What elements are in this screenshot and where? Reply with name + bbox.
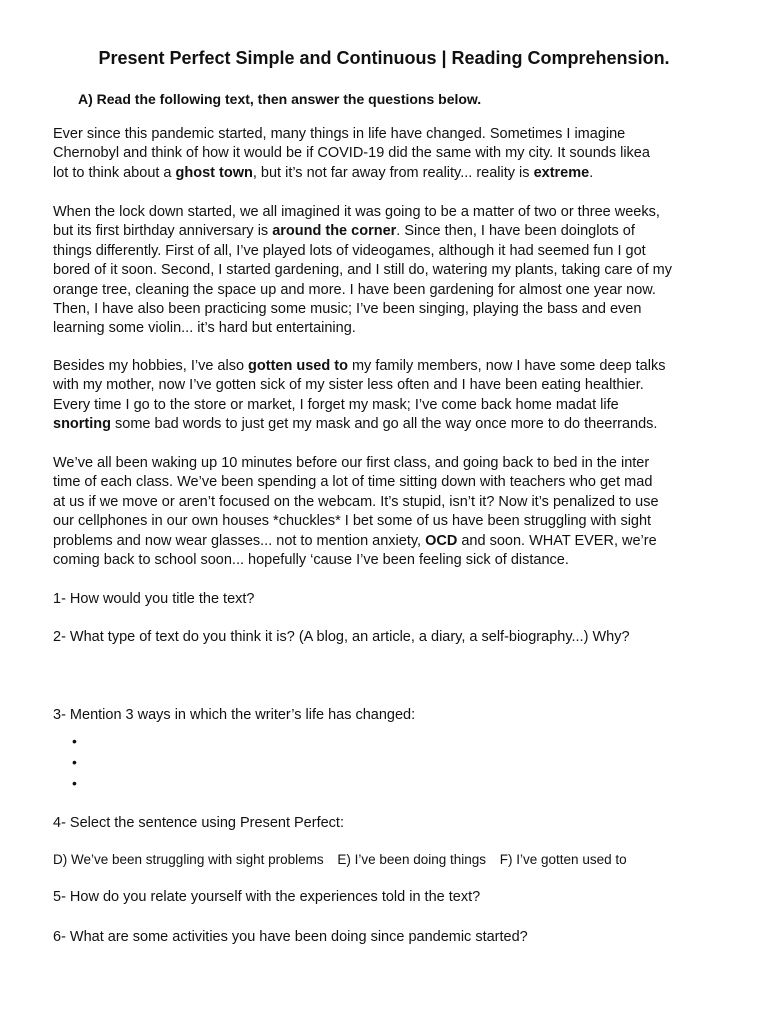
answer-options <box>53 852 637 867</box>
question-1: 1- How would you title the text? <box>53 591 255 607</box>
bullet-2: • <box>72 754 77 770</box>
text-run: at us if we move or aren’t focused on the webcam. It’s stupid, isn’t it? Now it’s penalized to use <box>53 493 659 510</box>
paragraph-3 <box>53 357 723 435</box>
option-d: D) We’ve been struggling with sight problems <box>53 852 324 867</box>
text-run: orange tree, cleaning the space up and more. I have been gardening for almost one year now. <box>53 281 656 298</box>
text-run: and soon. WHAT EVER, we’re <box>457 532 657 549</box>
text-run: We’ve all been waking up 10 minutes before our first class, and going back to bed in the inter <box>53 455 650 471</box>
text-line <box>53 261 723 280</box>
text-run: Every time I go to the store or market, I forget my mask; I’ve come back home madat life <box>53 396 619 413</box>
text-line <box>53 512 723 531</box>
page-title: Present Perfect Simple and Continuous | Reading Comprehension. <box>98 48 670 68</box>
bullet-3: • <box>72 775 77 791</box>
question-4: 4- Select the sentence using Present Perfect: <box>53 815 344 831</box>
text-run: . Since then, I have been doinglots of <box>396 223 635 240</box>
text-run: things differently. First of all, I’ve played lots of videogames, although it had seemed fun I got <box>53 242 646 259</box>
question-6: 6- What are some activities you have been doing since pandemic started? <box>53 929 528 945</box>
text-line <box>53 551 723 570</box>
text-run: lot to think about a <box>53 164 176 181</box>
text-run: but its first birthday anniversary is <box>53 223 273 240</box>
option-f: F) I’ve gotten used to <box>499 852 627 867</box>
text-run: . <box>589 164 594 181</box>
text-line <box>53 357 723 376</box>
bold-phrase: around the corner <box>272 223 397 240</box>
text-run: Then, I have also been practicing some music; I’ve been singing, playing the bass and even <box>53 301 642 318</box>
text-line <box>53 281 723 300</box>
text-line <box>53 125 723 144</box>
bold-phrase: gotten used to <box>248 358 348 374</box>
text-line <box>53 415 723 434</box>
question-2: 2- What type of text do you think it is? (A blog, an article, a diary, a self-biography...) Why? <box>53 629 630 645</box>
option-e: E) I’ve been doing things <box>337 852 487 867</box>
text-run: Chernobyl and think of how it would be if COVID-19 did the same with my city. It sounds likea <box>53 145 650 162</box>
text-run: coming back to school soon... hopefully ‘cause I’ve been feeling sick of distance. <box>53 552 569 569</box>
text-run: with my mother, now I’ve gotten sick of my sister less often and I have been eating healthier. <box>53 377 644 394</box>
text-run: bored of it soon. Second, I started gardening, and I still do, watering my plants, taking care of my <box>53 262 673 279</box>
question-5: 5- How do you relate yourself with the experiences told in the text? <box>53 889 481 905</box>
text-line <box>53 319 723 338</box>
text-run: When the lock down started, we all imagined it was going to be a matter of two or three weeks, <box>53 204 660 220</box>
text-run: some bad words to just get my mask and go all the way once more to do theerrands. <box>111 416 658 433</box>
paragraph-1 <box>53 125 723 183</box>
text-line <box>53 532 723 551</box>
paragraph-4 <box>53 454 723 570</box>
text-run: Besides my hobbies, I’ve also <box>53 358 249 374</box>
text-line <box>53 396 723 415</box>
bold-phrase: extreme <box>533 164 590 181</box>
text-line <box>53 203 723 222</box>
bold-phrase: ghost town <box>175 164 253 181</box>
text-line <box>53 473 723 492</box>
text-run: problems and now wear glasses... not to mention anxiety, <box>53 532 426 549</box>
text-run: , but it’s not far away from reality... reality is <box>252 164 534 181</box>
text-run: my family members, now I have some deep talks <box>347 358 666 374</box>
text-run: time of each class. We’ve been spending a lot of time sitting down with teachers who get mad <box>53 474 653 491</box>
text-run: learning some violin... it’s hard but entertaining. <box>53 320 356 337</box>
text-line <box>53 242 723 261</box>
bold-phrase: snorting <box>53 416 111 433</box>
text-line <box>53 300 723 319</box>
bullet-1: • <box>72 733 77 749</box>
text-line <box>53 222 723 241</box>
text-line <box>53 493 723 512</box>
answer-bullet-list <box>72 731 77 794</box>
text-run: our cellphones in our own houses *chuckles* I bet some of us have been struggling with sight <box>53 513 652 530</box>
instruction: A) Read the following text, then answer the questions below. <box>78 91 482 107</box>
text-line <box>53 144 723 163</box>
paragraph-2 <box>53 203 723 339</box>
question-3: 3- Mention 3 ways in which the writer’s life has changed: <box>53 707 416 723</box>
text-line <box>53 454 723 473</box>
text-line <box>53 164 723 183</box>
text-run: Ever since this pandemic started, many things in life have changed. Sometimes I imagine <box>53 126 626 142</box>
text-line <box>53 376 723 395</box>
bold-phrase: OCD <box>425 532 458 549</box>
